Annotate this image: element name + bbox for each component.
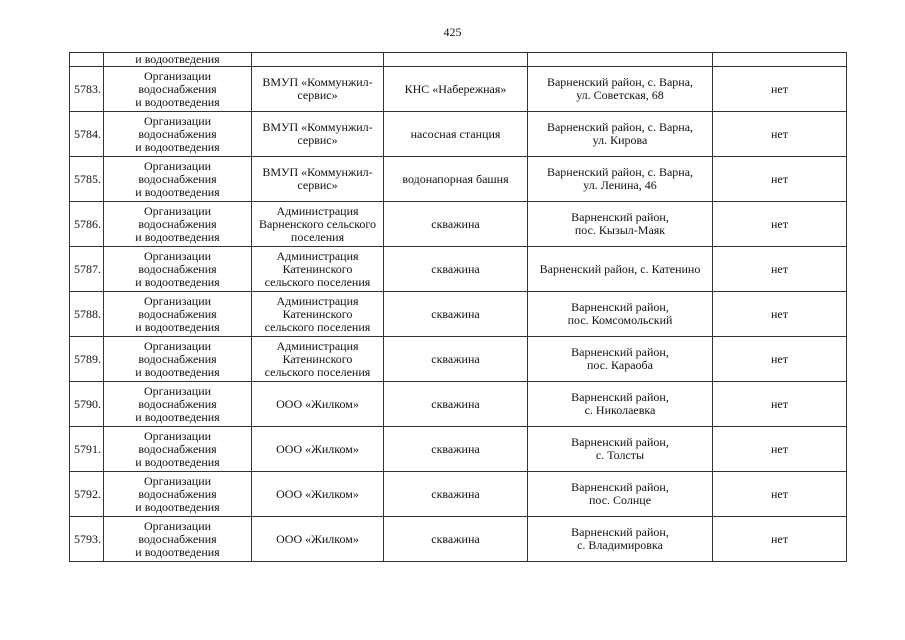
address-line: с. Толсты bbox=[595, 448, 645, 462]
category-line: Организации bbox=[143, 383, 212, 398]
status-cell: нет bbox=[713, 67, 847, 112]
address-line: ул. Ленина, 46 bbox=[583, 178, 657, 192]
owner-line: сервис» bbox=[297, 178, 338, 192]
owner-cell bbox=[252, 157, 384, 202]
owner-line: ООО «Жилком» bbox=[276, 396, 359, 411]
table-row bbox=[70, 382, 847, 427]
address-line: с. Николаевка bbox=[584, 403, 656, 417]
address-line: Варненский район, bbox=[571, 480, 669, 494]
owner-cell bbox=[252, 517, 384, 562]
object-cell bbox=[384, 382, 528, 427]
status-cell: нет bbox=[713, 157, 847, 202]
address-line: Варненский район, bbox=[571, 435, 669, 449]
category-line: Организации bbox=[143, 68, 212, 83]
status-cell: нет bbox=[713, 247, 847, 292]
row-number-cell: 5793. bbox=[70, 517, 104, 562]
category-line: Организации bbox=[143, 473, 212, 488]
address-cell bbox=[528, 292, 713, 337]
object-cell bbox=[384, 157, 528, 202]
object-cell bbox=[384, 427, 528, 472]
continuation-address-cell bbox=[528, 53, 713, 67]
address-line: пос. Комсомольский bbox=[567, 313, 673, 327]
address-cell bbox=[528, 157, 713, 202]
owner-cell bbox=[252, 292, 384, 337]
category-line: и водоотведения bbox=[135, 274, 220, 289]
owner-cell bbox=[252, 112, 384, 157]
owner-line: ООО «Жилком» bbox=[276, 441, 359, 456]
owner-line: Катенинского bbox=[282, 261, 353, 276]
category-line: водоснабжения bbox=[138, 171, 217, 186]
object-line: скважина bbox=[431, 441, 480, 456]
category-line: и водоотведения bbox=[135, 139, 220, 154]
owner-line: сервис» bbox=[297, 88, 338, 102]
object-line: скважина bbox=[431, 486, 480, 501]
address-cell bbox=[528, 247, 713, 292]
table-row bbox=[70, 202, 847, 247]
category-cell bbox=[104, 157, 252, 202]
address-cell bbox=[528, 517, 713, 562]
category-line: и водоотведения bbox=[135, 544, 220, 559]
category-line: и водоотведения bbox=[135, 319, 220, 334]
category-line: Организации bbox=[143, 518, 212, 533]
address-cell bbox=[528, 382, 713, 427]
address-cell bbox=[528, 202, 713, 247]
address-line: Варненский район, bbox=[571, 525, 669, 539]
row-number-cell: 5786. bbox=[70, 202, 104, 247]
address-line: с. Владимировка bbox=[577, 538, 663, 552]
address-line: Варненский район, bbox=[571, 210, 669, 224]
owner-line: ООО «Жилком» bbox=[276, 531, 359, 546]
address-cell bbox=[528, 427, 713, 472]
object-line: скважина bbox=[431, 351, 480, 366]
row-number-cell: 5790. bbox=[70, 382, 104, 427]
owner-line: Администрация bbox=[276, 293, 359, 308]
address-line: ул. Советская, 68 bbox=[576, 88, 664, 102]
address-line: пос. Солнце bbox=[588, 493, 652, 507]
row-number-cell: 5785. bbox=[70, 157, 104, 202]
object-cell bbox=[384, 517, 528, 562]
status-cell: нет bbox=[713, 112, 847, 157]
continuation-row bbox=[70, 53, 847, 67]
category-line: и водоотведения bbox=[135, 499, 220, 514]
object-line: скважина bbox=[431, 531, 480, 546]
address-line: ул. Кирова bbox=[592, 133, 648, 147]
category-line: Организации bbox=[143, 428, 212, 443]
continuation-owner-cell bbox=[252, 53, 384, 67]
row-number-cell: 5789. bbox=[70, 337, 104, 382]
category-cell bbox=[104, 337, 252, 382]
table-row bbox=[70, 292, 847, 337]
continuation-status-cell bbox=[713, 53, 847, 67]
registry-table-body bbox=[70, 53, 847, 562]
row-number-cell: 5784. bbox=[70, 112, 104, 157]
object-cell bbox=[384, 202, 528, 247]
table-row bbox=[70, 427, 847, 472]
category-line: водоснабжения bbox=[138, 306, 217, 321]
owner-line: Варненского сельского bbox=[258, 216, 377, 231]
table-row bbox=[70, 472, 847, 517]
table-row bbox=[70, 112, 847, 157]
category-line: и водоотведения bbox=[135, 454, 220, 469]
owner-line: сельского поселения bbox=[264, 319, 371, 334]
category-line: Организации bbox=[143, 203, 212, 218]
category-line: и водоотведения bbox=[135, 184, 220, 199]
owner-line: ВМУП «Коммунжил- bbox=[262, 165, 373, 179]
owner-cell bbox=[252, 247, 384, 292]
status-cell: нет bbox=[713, 292, 847, 337]
continuation-object-cell bbox=[384, 53, 528, 67]
object-cell bbox=[384, 112, 528, 157]
owner-cell bbox=[252, 202, 384, 247]
category-line: водоснабжения bbox=[138, 261, 217, 276]
address-line: пос. Кызыл-Маяк bbox=[574, 223, 666, 237]
category-cell bbox=[104, 292, 252, 337]
table-row bbox=[70, 517, 847, 562]
owner-line: Администрация bbox=[276, 338, 359, 353]
category-cell bbox=[104, 112, 252, 157]
object-line: водонапорная башня bbox=[402, 171, 509, 186]
category-line: водоснабжения bbox=[138, 351, 217, 366]
registry-table bbox=[69, 52, 847, 562]
table-row bbox=[70, 337, 847, 382]
object-line: скважина bbox=[431, 261, 480, 276]
category-line: и водоотведения bbox=[135, 94, 220, 109]
address-cell bbox=[528, 337, 713, 382]
owner-line: Катенинского bbox=[282, 351, 353, 366]
category-line: и водоотведения bbox=[135, 229, 220, 244]
category-cell bbox=[104, 472, 252, 517]
category-line: водоснабжения bbox=[138, 81, 217, 96]
category-line: Организации bbox=[143, 293, 212, 308]
object-cell bbox=[384, 292, 528, 337]
row-number-cell: 5792. bbox=[70, 472, 104, 517]
object-line: скважина bbox=[431, 306, 480, 321]
owner-line: сельского поселения bbox=[264, 364, 371, 379]
category-cell bbox=[104, 382, 252, 427]
category-cell bbox=[104, 517, 252, 562]
category-line: водоснабжения bbox=[138, 441, 217, 456]
owner-line: ООО «Жилком» bbox=[276, 486, 359, 501]
status-cell: нет bbox=[713, 382, 847, 427]
category-line: Организации bbox=[143, 248, 212, 263]
page-number: 425 bbox=[443, 25, 462, 39]
status-cell: нет bbox=[713, 472, 847, 517]
owner-cell bbox=[252, 337, 384, 382]
category-cell bbox=[104, 427, 252, 472]
status-cell: нет bbox=[713, 517, 847, 562]
address-line: Варненский район, bbox=[571, 300, 669, 314]
address-line: Варненский район, bbox=[571, 390, 669, 404]
category-line: и водоотведения bbox=[135, 364, 220, 379]
object-line: скважина bbox=[431, 216, 480, 231]
row-number-cell: 5788. bbox=[70, 292, 104, 337]
category-line: водоснабжения bbox=[138, 486, 217, 501]
address-cell bbox=[528, 112, 713, 157]
address-cell bbox=[528, 472, 713, 517]
address-line: Варненский район, с. Катенино bbox=[539, 261, 701, 276]
category-cell bbox=[104, 247, 252, 292]
category-line: водоснабжения bbox=[138, 531, 217, 546]
continuation-category-cell: и водоотведения bbox=[104, 53, 252, 67]
category-line: и водоотведения bbox=[135, 409, 220, 424]
category-line: водоснабжения bbox=[138, 216, 217, 231]
object-line: КНС «Набережная» bbox=[404, 81, 507, 96]
owner-line: Администрация bbox=[276, 203, 359, 218]
category-cell bbox=[104, 67, 252, 112]
table-row bbox=[70, 157, 847, 202]
category-line: Организации bbox=[143, 338, 212, 353]
table-row bbox=[70, 247, 847, 292]
object-cell bbox=[384, 247, 528, 292]
owner-line: сервис» bbox=[297, 133, 338, 147]
object-cell bbox=[384, 472, 528, 517]
owner-line: Администрация bbox=[276, 248, 359, 263]
address-line: Варненский район, с. Варна, bbox=[546, 165, 694, 179]
row-number-cell: 5783. bbox=[70, 67, 104, 112]
owner-line: поселения bbox=[290, 229, 345, 244]
owner-line: ВМУП «Коммунжил- bbox=[262, 75, 373, 89]
status-cell: нет bbox=[713, 202, 847, 247]
owner-line: сельского поселения bbox=[264, 274, 371, 289]
category-line: водоснабжения bbox=[138, 396, 217, 411]
status-cell: нет bbox=[713, 427, 847, 472]
object-line: скважина bbox=[431, 396, 480, 411]
category-line: Организации bbox=[143, 113, 212, 128]
status-cell: нет bbox=[713, 337, 847, 382]
category-cell bbox=[104, 202, 252, 247]
table-row bbox=[70, 67, 847, 112]
row-number-cell: 5787. bbox=[70, 247, 104, 292]
address-line: Варненский район, с. Варна, bbox=[546, 120, 694, 134]
address-line: Варненский район, bbox=[571, 345, 669, 359]
address-line: пос. Караоба bbox=[587, 358, 653, 372]
owner-line: Катенинского bbox=[282, 306, 353, 321]
continuation-num-cell bbox=[70, 53, 104, 67]
category-line: Организации bbox=[143, 158, 212, 173]
owner-cell bbox=[252, 472, 384, 517]
owner-cell bbox=[252, 427, 384, 472]
address-cell bbox=[528, 67, 713, 112]
object-line: насосная станция bbox=[410, 126, 501, 141]
owner-cell bbox=[252, 382, 384, 427]
address-line: Варненский район, с. Варна, bbox=[546, 75, 694, 89]
category-line: водоснабжения bbox=[138, 126, 217, 141]
object-cell bbox=[384, 337, 528, 382]
owner-cell bbox=[252, 67, 384, 112]
row-number-cell: 5791. bbox=[70, 427, 104, 472]
owner-line: ВМУП «Коммунжил- bbox=[262, 120, 373, 134]
object-cell bbox=[384, 67, 528, 112]
